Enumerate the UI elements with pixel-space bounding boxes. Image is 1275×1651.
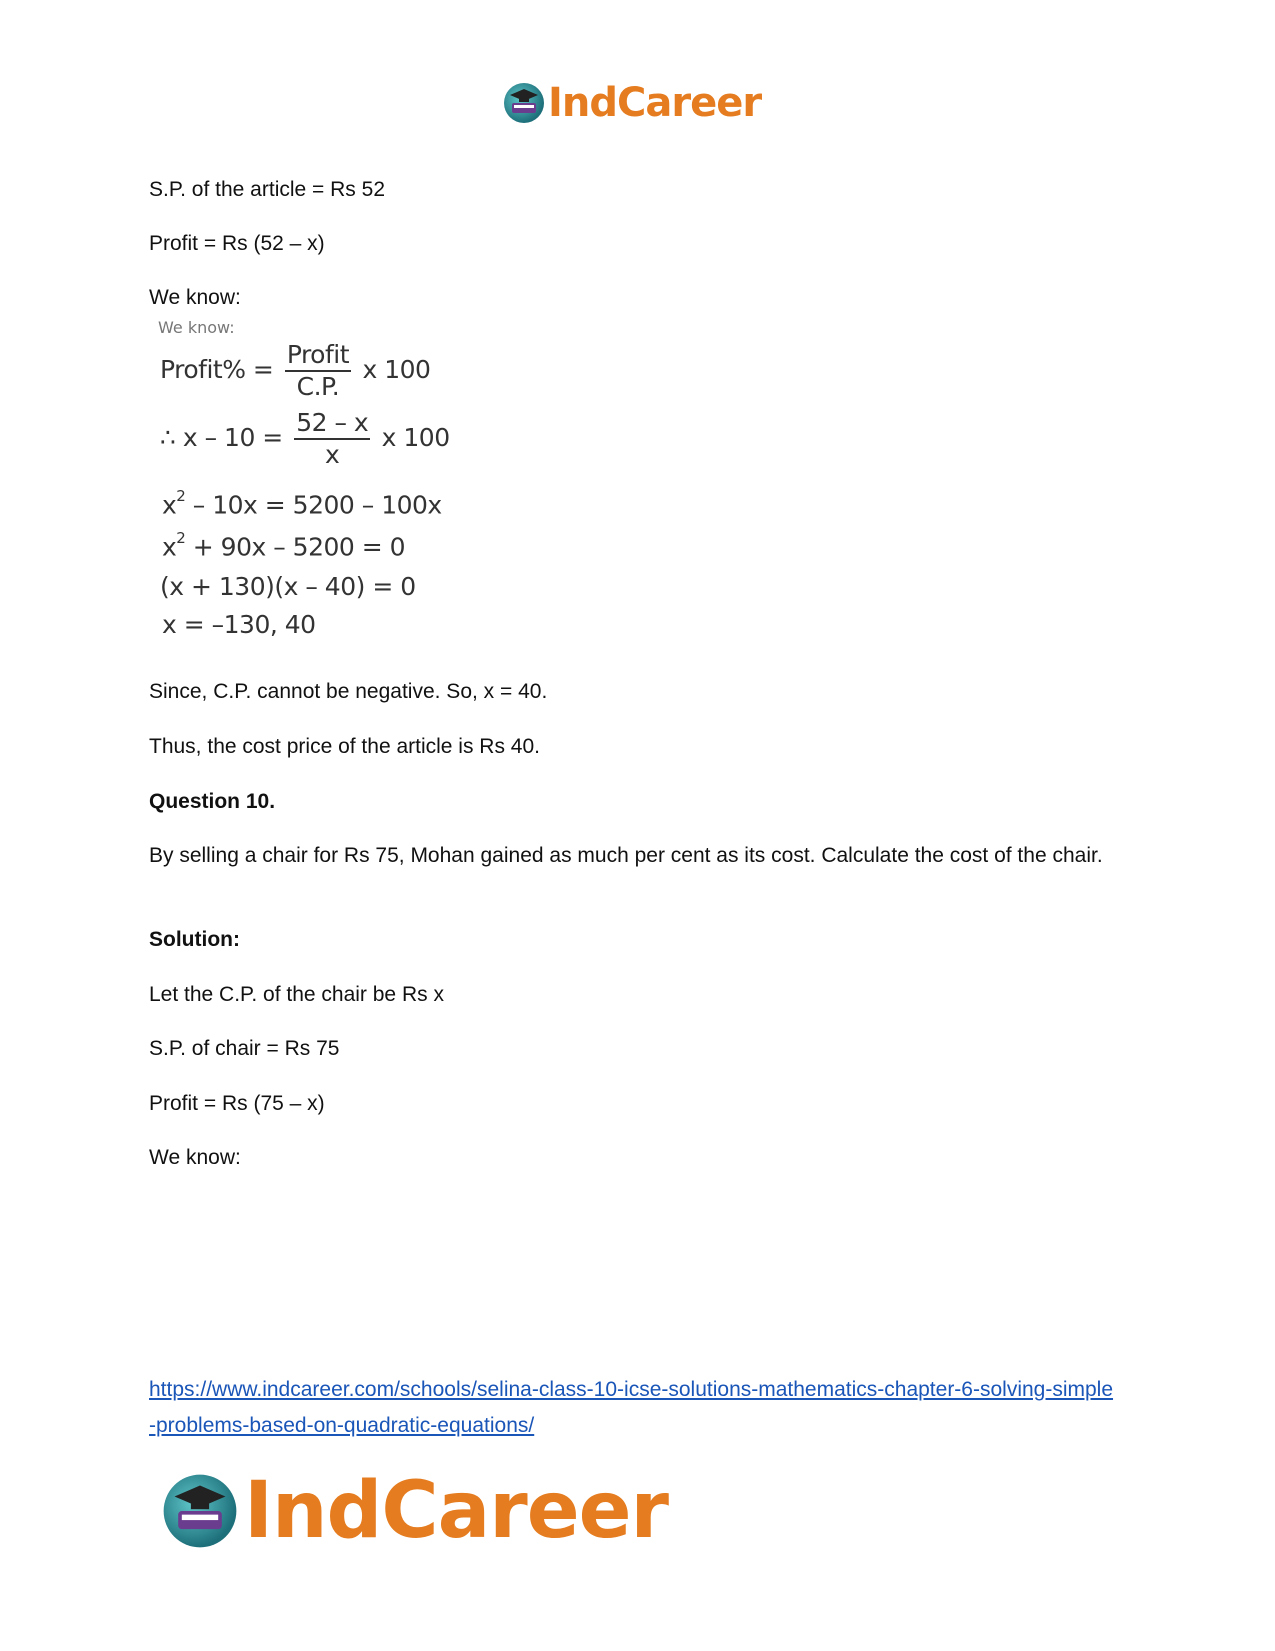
header-logo bbox=[502, 78, 761, 128]
footer-logo bbox=[160, 1466, 668, 1556]
graduation-book-icon bbox=[502, 81, 546, 125]
since-line: Since, C.P. cannot be negative. So, x = 40. bbox=[149, 680, 548, 703]
sp-line: S.P. of the article = Rs 52 bbox=[149, 178, 385, 201]
solution-line-2: S.P. of chair = Rs 75 bbox=[149, 1037, 340, 1060]
graduation-book-icon bbox=[160, 1471, 240, 1551]
question-10-heading: Question 10. bbox=[149, 790, 276, 813]
solution-heading: Solution: bbox=[149, 928, 240, 951]
equation-step-1: ∴ x – 10 = $\frac{52 - x}{x}$ x 100 bbox=[160, 408, 450, 469]
we-know-line: We know: bbox=[149, 286, 241, 309]
solution-line-4: We know: bbox=[149, 1146, 241, 1169]
source-url-link[interactable]: https://www.indcareer.com/schools/selina-class-10-icse-solutions-mathematics-chapter-6-solving-simple-problems-based-on-quadratic-equations/ bbox=[149, 1378, 1114, 1437]
solution-line-3: Profit = Rs (75 – x) bbox=[149, 1092, 325, 1115]
brand-name: IndCareer bbox=[244, 1466, 668, 1556]
question-10-text: By selling a chair for Rs 75, Mohan gained as much per cent as its cost. Calculate the cost of the chair. bbox=[149, 844, 1103, 867]
solution-line-1: Let the C.P. of the chair be Rs x bbox=[149, 983, 444, 1006]
brand-name: IndCareer bbox=[548, 80, 762, 126]
profit-percent-formula: Profit% = $\frac{\text{Profit}}{C.P.}$ x 100 bbox=[160, 340, 431, 401]
equation-step-4: (x + 130)(x – 40) = 0 bbox=[160, 572, 416, 601]
equation-step-5: x = –130, 40 bbox=[162, 610, 316, 639]
thus-line: Thus, the cost price of the article is Rs 40. bbox=[149, 735, 541, 758]
math-derivation-image bbox=[150, 318, 450, 648]
profit-line: Profit = Rs (52 – x) bbox=[149, 232, 325, 255]
cropped-text: We know: bbox=[158, 318, 235, 337]
equation-step-2: $x^2 - 10x = 5200 - 100x$ bbox=[162, 487, 442, 520]
equation-step-3: $x^2 + 90x - 5200 = 0$ bbox=[162, 529, 406, 562]
